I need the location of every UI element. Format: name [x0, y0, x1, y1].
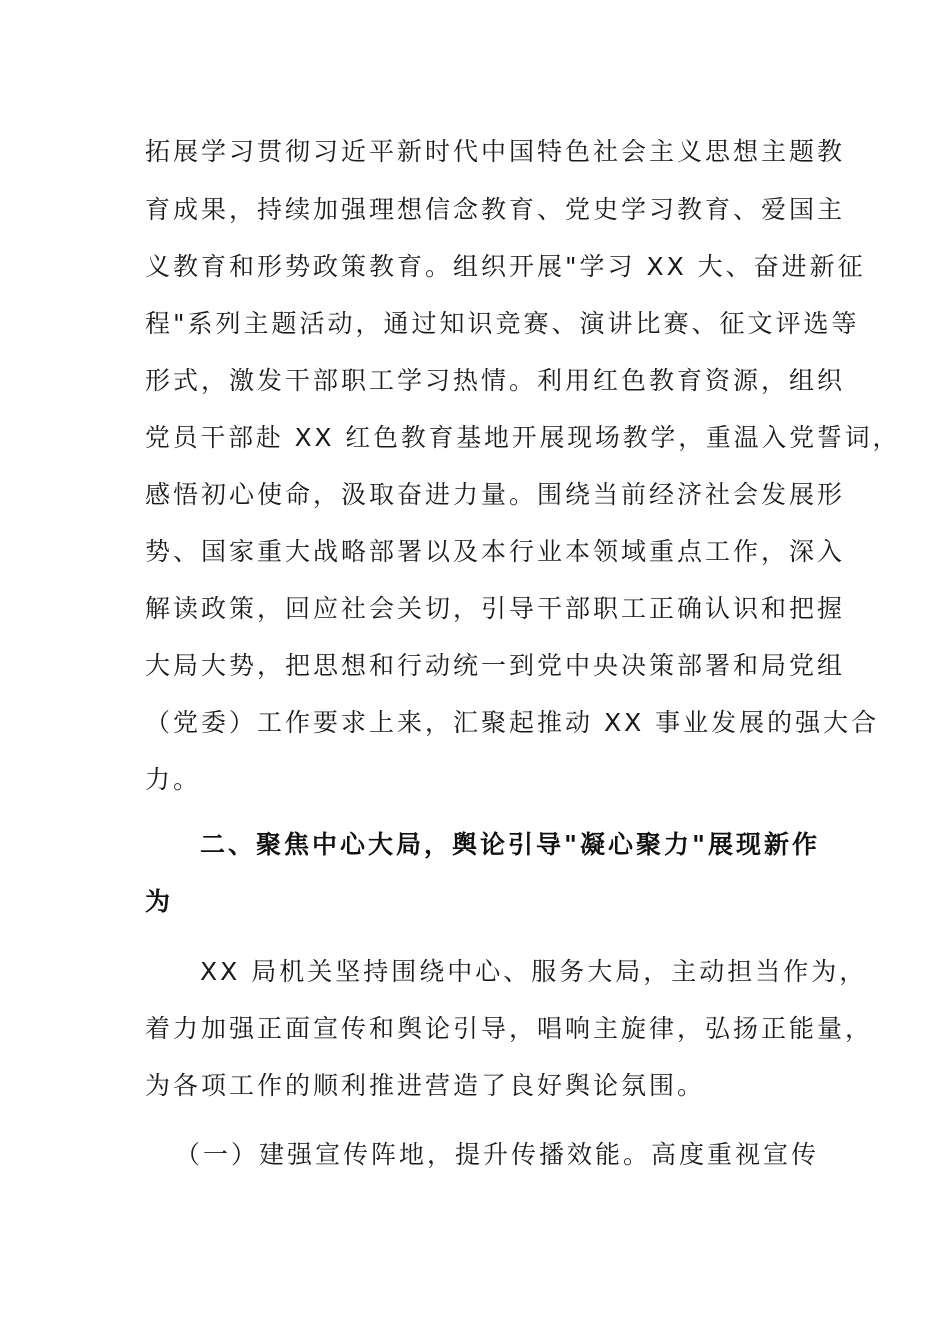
section-heading: 二、聚焦中心大局，舆论引导"凝心聚力"展现新作 [200, 830, 821, 859]
body-text-line: 拓展学习贯彻习近平新时代中国特色社会主义思想主题教 [145, 137, 846, 166]
subsection-line: （一）建强宣传阵地，提升传播效能。高度重视宣传 [175, 1140, 820, 1169]
body-text-line: 为各项工作的顺利推进营造了良好舆论氛围。 [145, 1071, 706, 1100]
body-text-line: 解读政策，回应社会关切，引导干部职工正确认识和把握 [145, 594, 846, 623]
body-text-line: 势、国家重大战略部署以及本行业本领域重点工作，深入 [145, 537, 846, 566]
body-text-line: 大局大势，把思想和行动统一到党中央决策部署和局党组 [145, 651, 846, 680]
section-heading-continued: 为 [145, 887, 174, 916]
body-text-line: 义教育和形势政策教育。组织开展"学习 XX 大、奋进新征 [145, 252, 866, 281]
body-text-line: 育成果，持续加强理想信念教育、党史学习教育、爱国主 [145, 195, 846, 224]
body-text-line: 感悟初心使命，汲取奋进力量。围绕当前经济社会发展形 [145, 480, 846, 509]
body-text-line: 党员干部赴 XX 红色教育基地开展现场教学，重温入党誓词， [145, 423, 901, 452]
body-text-line: 程"系列主题活动，通过知识竞赛、演讲比赛、征文评选等 [145, 309, 860, 338]
body-text-line: XX 局机关坚持围绕中心、服务大局，主动担当作为， [200, 957, 868, 986]
body-text-line: 力。 [145, 765, 202, 794]
body-text-line: （党委）工作要求上来，汇聚起推动 XX 事业发展的强大合 [145, 708, 880, 737]
body-text-line: 着力加强正面宣传和舆论引导，唱响主旋律，弘扬正能量， [145, 1014, 874, 1043]
body-text-line: 形式，激发干部职工学习热情。利用红色教育资源，组织 [145, 366, 846, 395]
